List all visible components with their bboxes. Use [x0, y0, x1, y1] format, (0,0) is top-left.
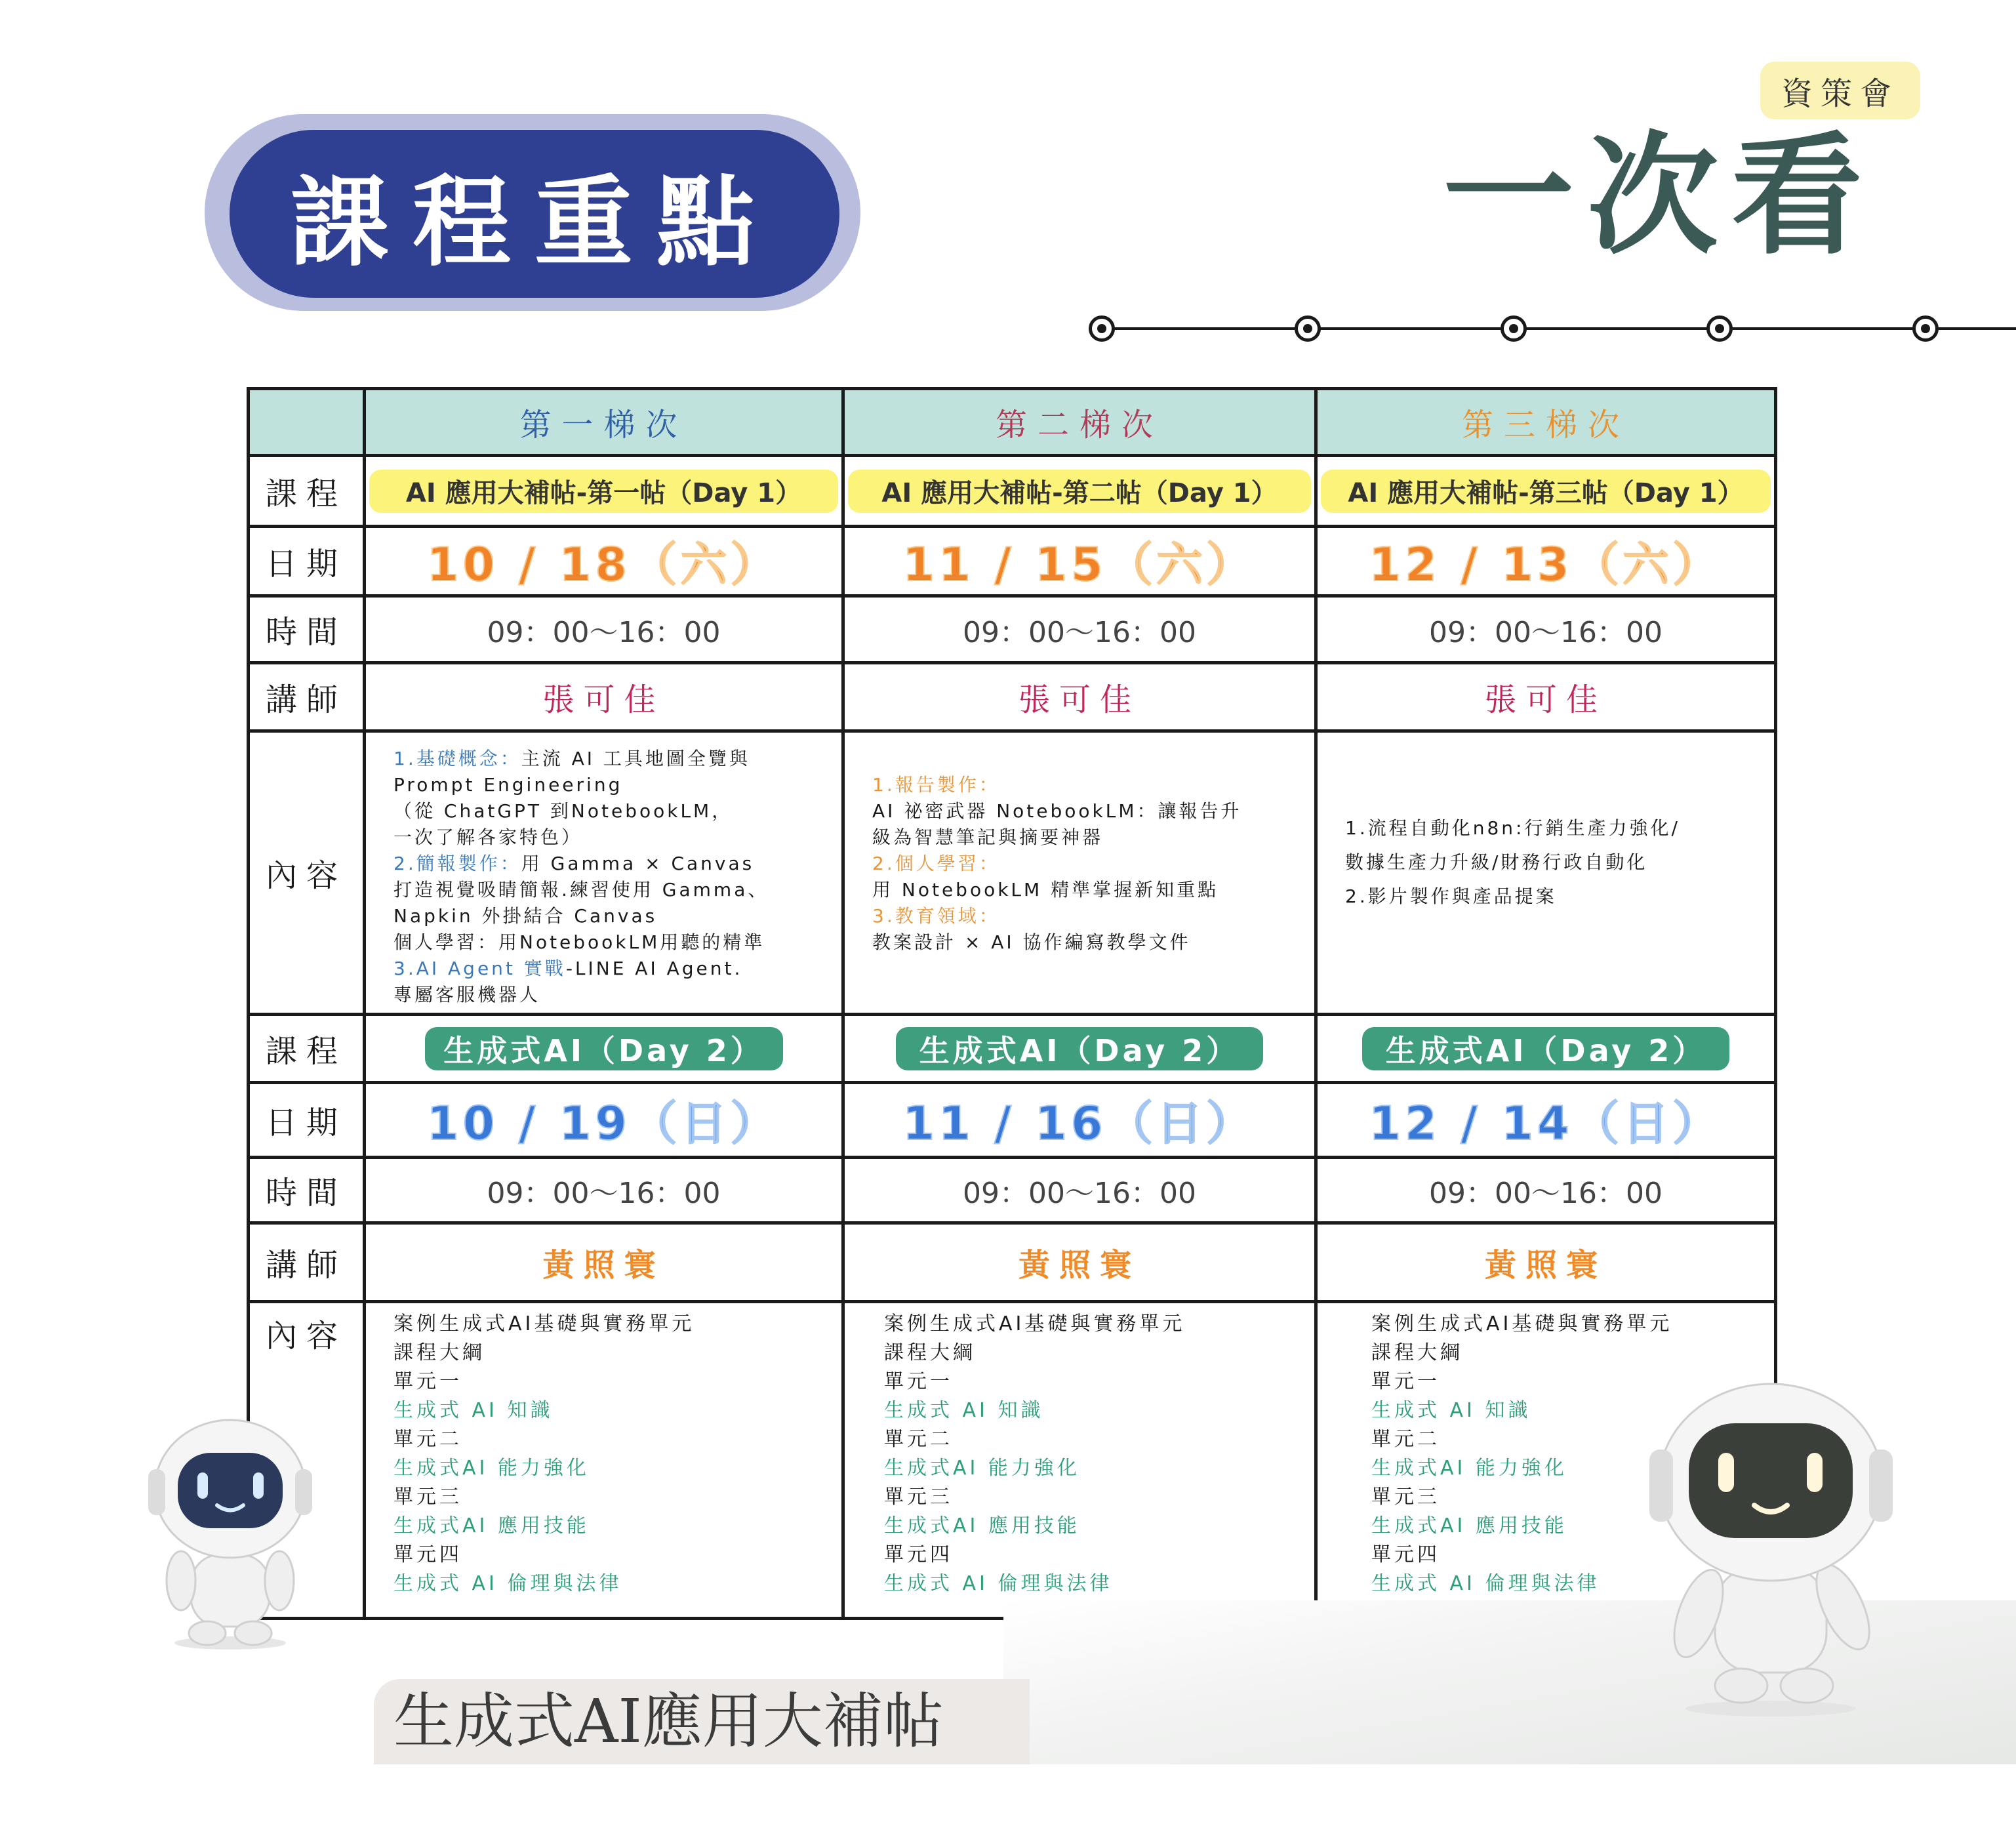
course-cell — [1318, 1016, 1774, 1081]
content-line: 單元二 — [393, 1428, 462, 1451]
course-day2-label: 生成式AI（Day 2） — [1362, 1027, 1729, 1070]
footer-title: 生成式AI應用大補帖 — [393, 1686, 944, 1756]
content-day1 — [872, 772, 1302, 956]
timeline-dot — [1089, 315, 1115, 342]
content-line: 生成式AI 應用技能 — [393, 1514, 590, 1537]
content-text: 教案設計 × AI 協作編寫教學文件 — [872, 931, 1191, 953]
time-day1: 09：00～16：00 — [487, 615, 721, 649]
content-line — [393, 851, 830, 877]
content-text: 1.報告製作： — [872, 774, 1000, 796]
row-label-time: 時間 — [265, 614, 347, 651]
content-line: 課程大綱 — [884, 1341, 976, 1364]
course-day1-label: AI 應用大補帖-第一帖（Day 1） — [369, 470, 838, 513]
content-day1 — [393, 746, 830, 1008]
row-label-course: 課程 — [265, 476, 347, 512]
robot-mascot-left — [135, 1417, 325, 1653]
robot-mascot-right — [1633, 1377, 1908, 1718]
date-day1: 11 / 15（六） — [902, 538, 1257, 592]
table-rule — [247, 729, 1777, 733]
content-line: 單元二 — [1371, 1428, 1440, 1451]
timeline-dot — [1912, 315, 1939, 342]
content-line: 課程大綱 — [1371, 1341, 1463, 1364]
content-line: 生成式 AI 知識 — [884, 1399, 1044, 1422]
content-line: 單元一 — [1371, 1370, 1440, 1393]
content-line — [872, 903, 1302, 929]
content-line: 生成式AI 能力強化 — [884, 1457, 1080, 1480]
teacher-day1: 張可佳 — [1484, 681, 1607, 718]
date-day1: 12 / 13（六） — [1369, 538, 1723, 592]
content-line — [393, 772, 830, 798]
content-text: 1.基礎概念： — [393, 748, 521, 769]
content-line: 單元一 — [393, 1370, 462, 1393]
content-line — [393, 982, 830, 1008]
content-line — [1345, 880, 1762, 914]
row-label-content: 內容 — [265, 857, 347, 894]
content-text: AI 祕密武器 NotebookLM：讓報告升 — [872, 800, 1242, 822]
content-line — [393, 877, 830, 903]
time-day2: 09：00～16：00 — [1429, 1176, 1663, 1210]
content-text: 數據生產力升級/財務行政自動化 — [1345, 851, 1648, 873]
row-label-teacher: 講師 — [265, 1247, 347, 1284]
course-cell — [845, 457, 1314, 525]
content-line — [1345, 845, 1762, 880]
row-label-course: 課程 — [265, 1033, 347, 1070]
org-badge: 資策會 — [1760, 62, 1920, 119]
content-line: 生成式AI 應用技能 — [1371, 1514, 1567, 1537]
content-text: 級為智慧筆記與摘要神器 — [872, 826, 1104, 848]
content-line — [393, 929, 830, 956]
time-day2: 09：00～16：00 — [963, 1176, 1196, 1210]
time-day2: 09：00～16：00 — [487, 1176, 721, 1210]
timeline-line — [1102, 327, 2016, 330]
column-header: 第三梯次 — [1461, 407, 1630, 443]
course-cell — [1318, 457, 1774, 525]
date-day2: 11 / 16（日） — [902, 1097, 1257, 1150]
content-line: 生成式 AI 倫理與法律 — [1371, 1572, 1600, 1595]
row-label-time: 時間 — [265, 1175, 347, 1211]
content-line: 單元四 — [884, 1543, 953, 1566]
content-line — [393, 824, 830, 851]
content-line: 課程大綱 — [393, 1341, 485, 1364]
row-label-content: 內容 — [265, 1317, 347, 1354]
timeline-dot — [1295, 315, 1321, 342]
content-text: 1.流程自動化n8n:行銷生產力強化/ — [1345, 817, 1680, 839]
column-header: 第二梯次 — [995, 407, 1163, 443]
course-day1-label: AI 應用大補帖-第三帖（Day 1） — [1321, 470, 1771, 513]
content-text: -LINE AI Agent. — [565, 958, 743, 979]
content-line: 單元三 — [393, 1486, 462, 1509]
teacher-day2: 黃照寰 — [542, 1247, 665, 1284]
content-line: 生成式AI 應用技能 — [884, 1514, 1080, 1537]
content-line: 單元三 — [1371, 1486, 1440, 1509]
time-day1: 09：00～16：00 — [1429, 615, 1663, 649]
content-day2 — [884, 1310, 1185, 1598]
content-text: 2.個人學習： — [872, 853, 1000, 874]
row-label-date: 日期 — [265, 546, 347, 582]
content-line — [872, 877, 1302, 903]
content-text: 3.AI Agent 實戰 — [393, 958, 566, 979]
title-pill — [230, 130, 839, 298]
content-line — [393, 798, 830, 824]
content-text: 用 Gamma × Canvas — [521, 853, 755, 874]
timeline-dot — [1501, 315, 1527, 342]
content-line — [872, 772, 1302, 798]
content-line — [872, 824, 1302, 851]
date-day2: 12 / 14（日） — [1369, 1097, 1723, 1150]
content-text: 2.簡報製作： — [393, 853, 521, 874]
content-line: 生成式 AI 知識 — [393, 1399, 554, 1422]
content-line: 生成式 AI 知識 — [1371, 1399, 1531, 1422]
content-day2 — [1371, 1310, 1672, 1598]
content-line — [872, 798, 1302, 824]
content-text: Napkin 外掛結合 Canvas — [393, 905, 658, 927]
content-day1 — [1345, 811, 1762, 914]
teacher-day2: 黃照寰 — [1018, 1247, 1140, 1284]
content-line: 單元四 — [393, 1543, 462, 1566]
row-label-teacher: 講師 — [265, 681, 347, 718]
page-title: 課程重點 — [290, 166, 778, 280]
content-line: 單元三 — [884, 1486, 953, 1509]
content-text: 一次了解各家特色） — [393, 826, 583, 848]
content-text: 用 NotebookLM 精準掌握新知重點 — [872, 879, 1219, 901]
date-day1: 10 / 18（六） — [426, 538, 781, 592]
content-line: 案例生成式AI基礎與實務單元 — [393, 1312, 695, 1335]
date-day2: 10 / 19（日） — [426, 1097, 781, 1150]
content-text: 個人學習：用NotebookLM用聽的精準 — [393, 931, 765, 953]
content-line — [872, 851, 1302, 877]
course-day2-label: 生成式AI（Day 2） — [425, 1027, 783, 1070]
timeline-dot — [1706, 315, 1733, 342]
table-rule — [247, 1300, 1777, 1303]
row-label-date: 日期 — [265, 1105, 347, 1141]
teacher-day2: 黃照寰 — [1484, 1247, 1607, 1284]
content-text: （從 ChatGPT 到NotebookLM， — [393, 800, 733, 822]
content-line — [1345, 811, 1762, 845]
time-day1: 09：00～16：00 — [963, 615, 1196, 649]
content-line — [872, 929, 1302, 956]
content-line: 生成式 AI 倫理與法律 — [393, 1572, 622, 1595]
course-cell — [845, 1016, 1314, 1081]
teacher-day1: 張可佳 — [542, 681, 665, 718]
content-line: 案例生成式AI基礎與實務單元 — [884, 1312, 1186, 1335]
content-line — [393, 903, 830, 929]
content-line: 生成式AI 能力強化 — [393, 1457, 590, 1480]
content-text: 3.教育領域： — [872, 905, 1000, 927]
content-line: 單元一 — [884, 1370, 953, 1393]
course-day1-label: AI 應用大補帖-第二帖（Day 1） — [848, 470, 1311, 513]
teacher-day1: 張可佳 — [1018, 681, 1140, 718]
course-day2-label: 生成式AI（Day 2） — [896, 1027, 1263, 1070]
content-line: 單元二 — [884, 1428, 953, 1451]
content-day2 — [393, 1310, 695, 1598]
content-text: Prompt Engineering — [393, 774, 623, 796]
content-line — [393, 746, 830, 772]
content-line: 單元四 — [1371, 1543, 1440, 1566]
content-line: 生成式AI 能力強化 — [1371, 1457, 1567, 1480]
course-cell — [366, 457, 841, 525]
column-header: 第一梯次 — [519, 407, 688, 443]
content-text: 2.影片製作與產品提案 — [1345, 885, 1557, 907]
page-subtitle: 一次看 — [1443, 120, 1876, 273]
content-line: 案例生成式AI基礎與實務單元 — [1371, 1312, 1673, 1335]
content-text: 專屬客服機器人 — [393, 984, 541, 1005]
content-text: 打造視覺吸睛簡報.練習使用 Gamma、 — [393, 879, 769, 901]
content-line: 生成式 AI 倫理與法律 — [884, 1572, 1113, 1595]
course-cell — [366, 1016, 841, 1081]
content-text: 主流 AI 工具地圖全覽與 — [521, 748, 750, 769]
content-line — [393, 956, 830, 982]
